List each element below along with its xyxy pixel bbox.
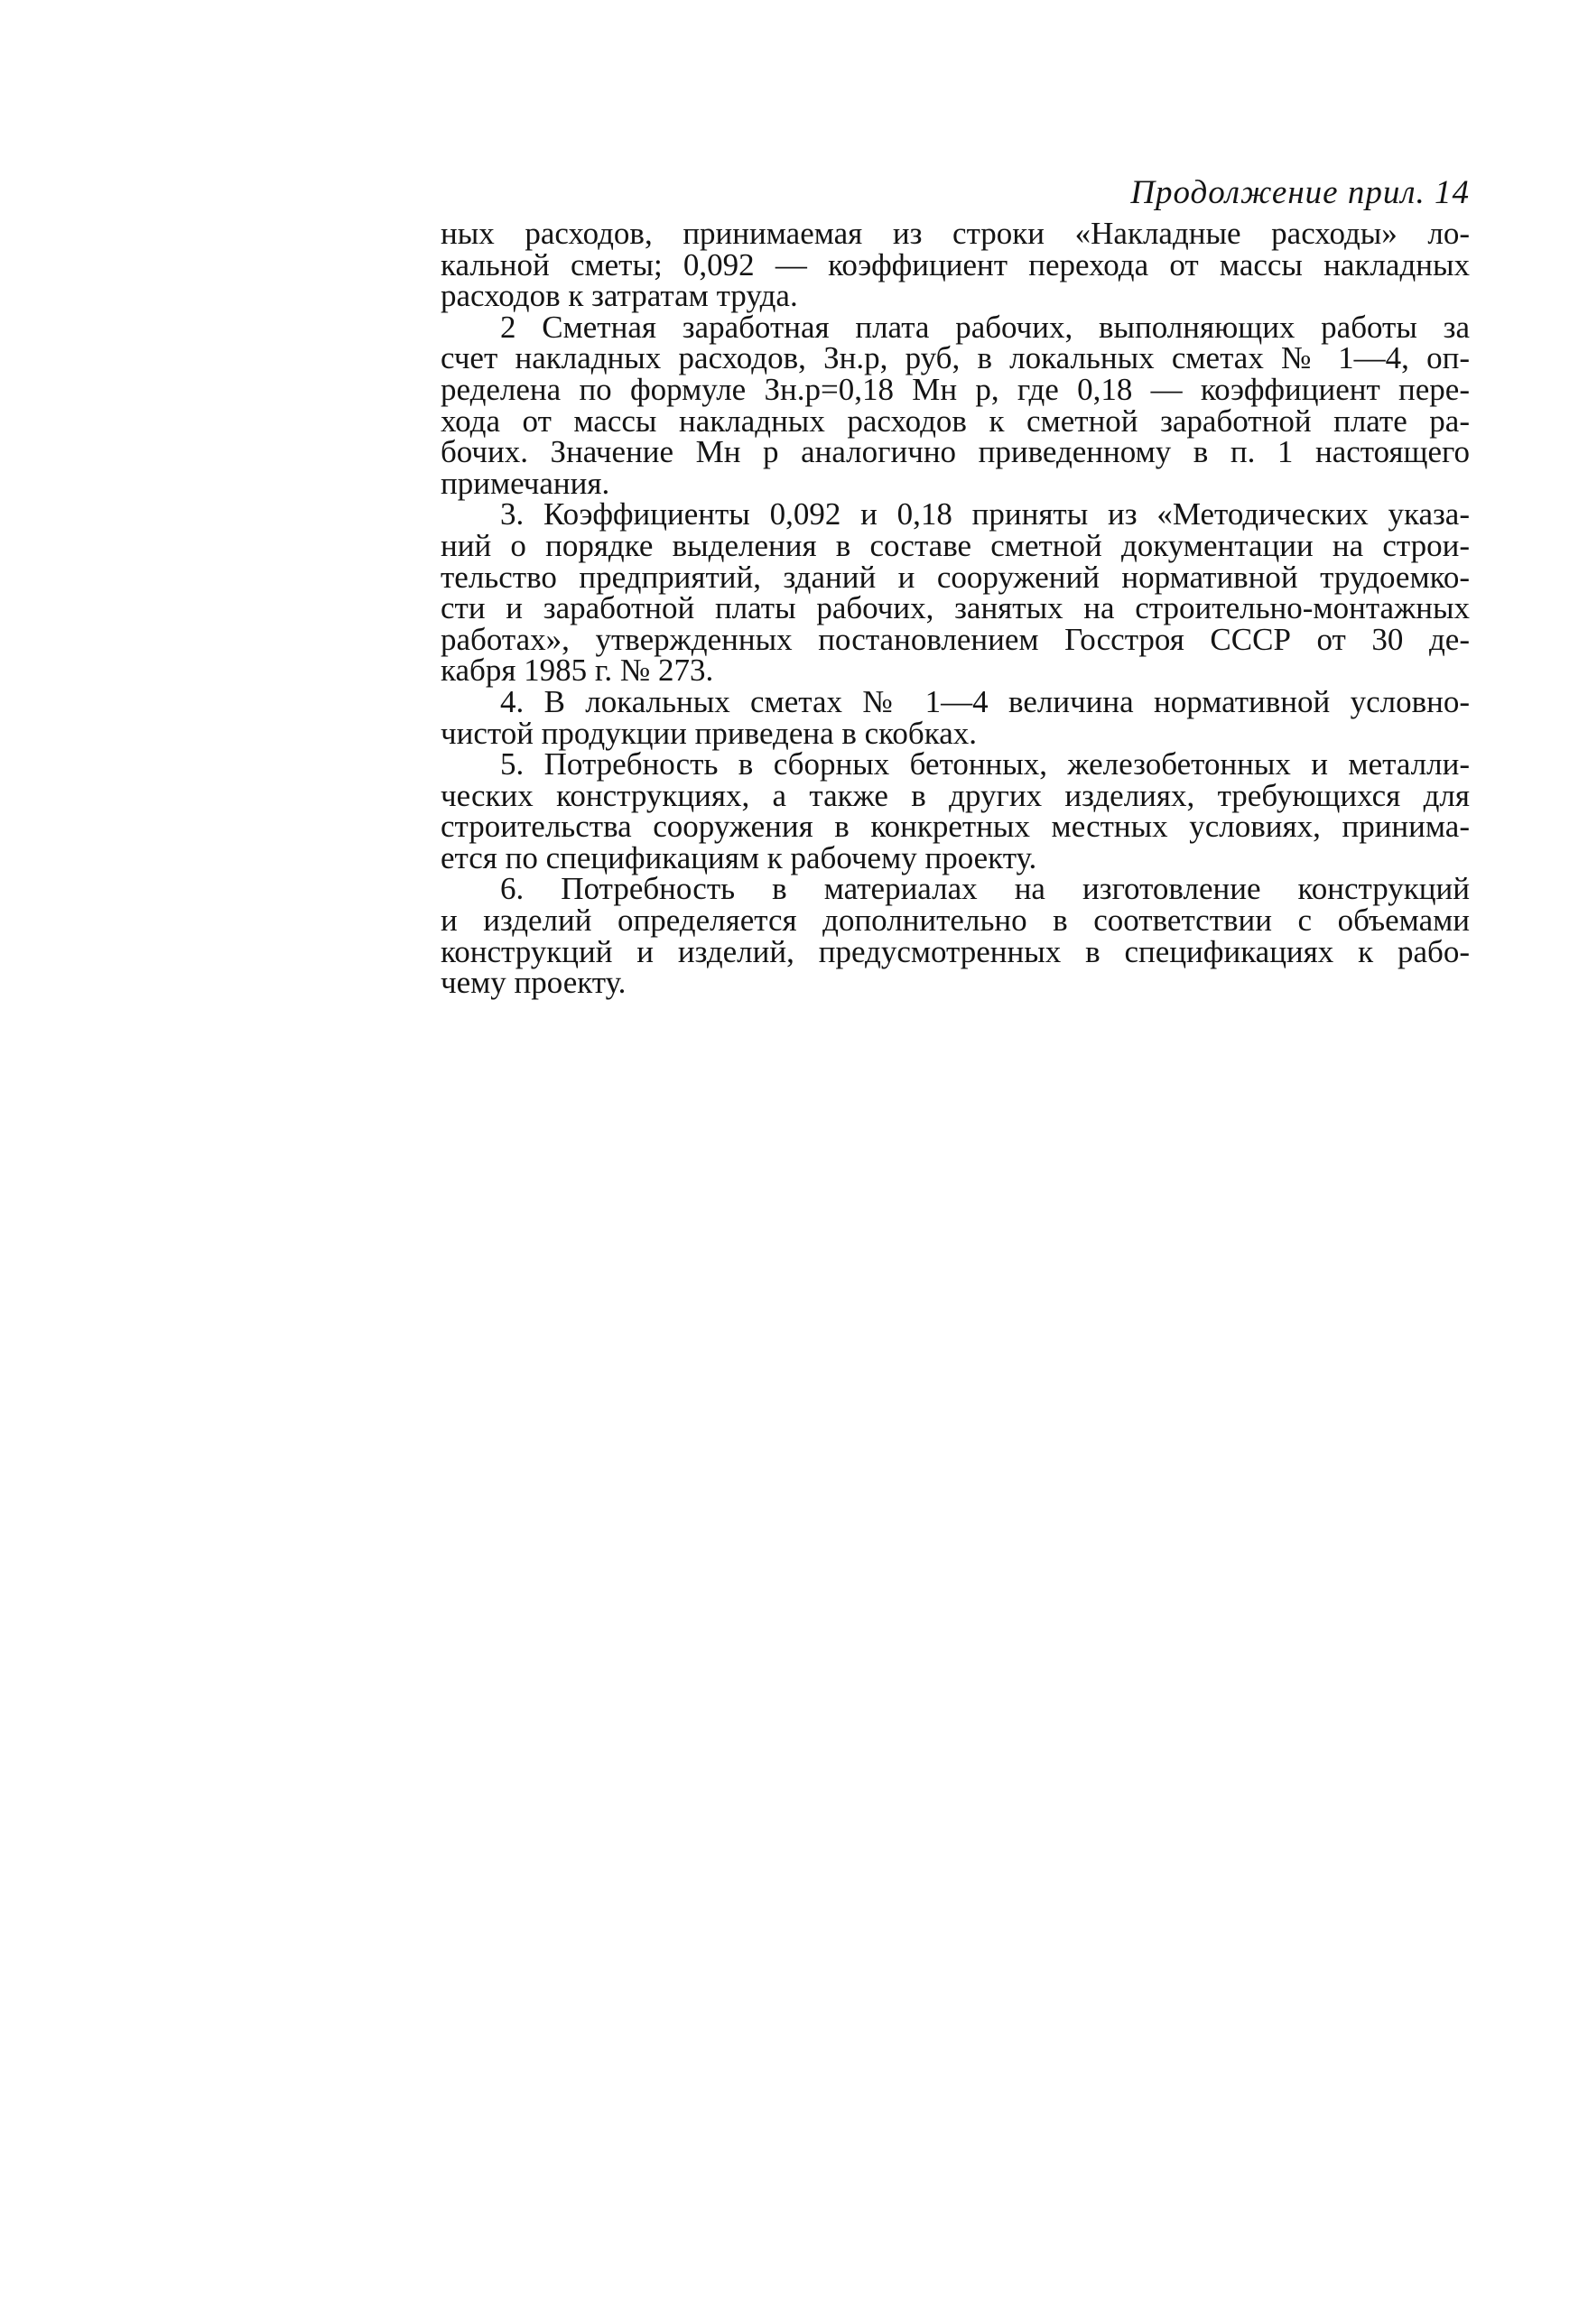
text-line: 2 Сметная заработная плата рабочих, выполняющих работы за <box>500 309 1470 345</box>
paragraph-3 <box>441 496 1470 689</box>
text-line: бочих. Значение Мн р аналогично приведенному в п. 1 настоящего <box>441 434 1470 470</box>
paragraph-5 <box>441 746 1470 875</box>
text-line: ний о порядке выделения в составе сметной документации на строи- <box>441 527 1470 563</box>
text-line: ределена по формуле Зн.р=0,18 Мн р, где 0,18 — коэффициент пере- <box>441 371 1470 407</box>
paragraph-6 <box>441 871 1470 1001</box>
text-line: чистой продукции приведена в скобках. <box>441 715 977 751</box>
text-line: примечания. <box>441 465 610 501</box>
text-line: ческих конструкциях, а также в других изделиях, требующихся для <box>441 777 1470 813</box>
paragraph-2 <box>441 309 1470 501</box>
text-line: и изделий определяется дополнительно в соответствии с объемами <box>441 903 1470 939</box>
text-line: сти и заработной платы рабочих, занятых на строительно-монтажных <box>441 590 1470 626</box>
text-line: 5. Потребность в сборных бетонных, железобетонных и металли- <box>500 746 1470 782</box>
notes-text <box>441 218 1470 999</box>
text-line: ется по спецификациям к рабочему проекту. <box>441 839 1037 875</box>
text-line: 6. Потребность в материалах на изготовление конструкций <box>500 871 1470 907</box>
text-line: ных расходов, принимаемая из строки «Накладные расходы» ло- <box>441 216 1470 251</box>
continuation-header: Продолжение прил. 14 <box>1130 174 1470 211</box>
text-line: кабря 1985 г. № 273. <box>441 653 714 689</box>
text-line: 3. Коэффициенты 0,092 и 0,18 приняты из «Методических указа- <box>500 496 1470 532</box>
text-line: работах», утвержденных постановлением Госстроя СССР от 30 де- <box>441 621 1470 657</box>
text-line: счет накладных расходов, Зн.р, руб, в локальных сметах № 1—4, оп- <box>441 340 1470 376</box>
text-line: расходов к затратам труда. <box>441 278 798 314</box>
text-line: тельство предприятий, зданий и сооружений нормативной трудоемко- <box>441 559 1470 595</box>
text-line: кальной сметы; 0,092 — коэффициент перехода от массы накладных <box>441 246 1470 282</box>
text-line: чему проекту. <box>441 965 627 1001</box>
text-line: конструкций и изделий, предусмотренных в спецификациях к рабо- <box>441 933 1470 969</box>
text-line: хода от массы накладных расходов к сметной заработной плате ра- <box>441 403 1470 439</box>
paragraph-4 <box>441 683 1470 751</box>
text-line: 4. В локальных сметах № 1—4 величина нормативной условно- <box>500 683 1470 719</box>
text-line: строительства сооружения в конкретных местных условиях, принима- <box>441 809 1470 845</box>
paragraph-1 <box>441 218 1470 312</box>
